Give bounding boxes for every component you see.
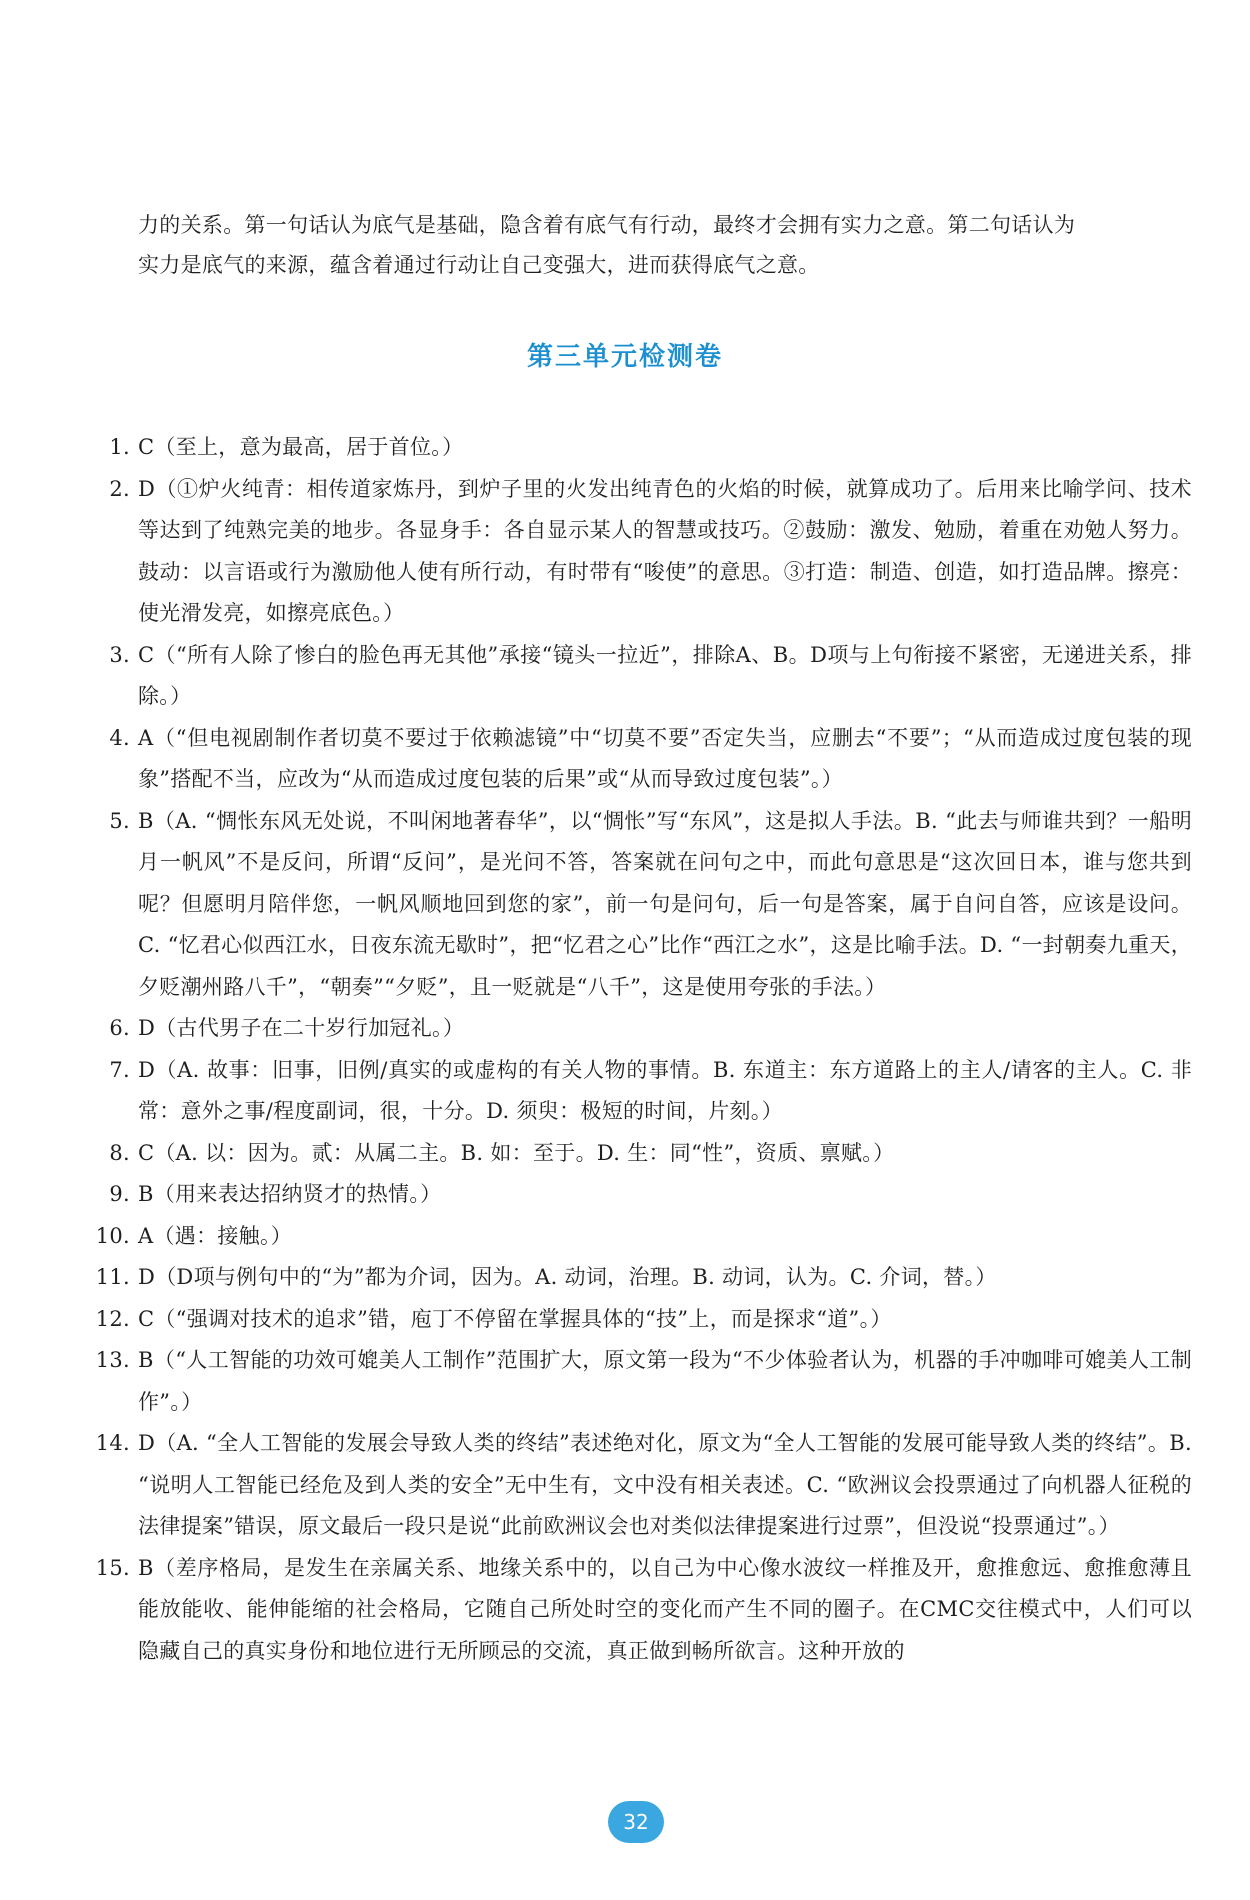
section-title: 第三单元检测卷 — [526, 342, 723, 372]
answer-number: 12. — [95, 1306, 130, 1331]
answer-item — [92, 1340, 1192, 1423]
answer-item — [92, 1257, 1192, 1299]
answer-text: C（“所有人除了惨白的脸色再无其他”承接“镜头一拉近”，排除A、B。D项与上句衔接不紧密，无递进关系，排除。） — [138, 642, 1192, 708]
intro-line: 力的关系。第一句话认为底气是基础，隐含着有底气有行动，最终才会拥有实力之意。第二句话认为 — [138, 213, 1076, 237]
answer-number: 9. — [109, 1182, 130, 1206]
answer-text: B（A. “惆怅东风无处说，不叫闲地著春华”，以“惆怅”写“东风”，这是拟人手法。B. “此去与师谁共到？一船明月一帆风”不是反问，所谓“反问”，是光问不答，答案就在问句之中，而此句意思是“这次回日本，谁与您共到呢？但愿明月陪伴您，一帆风顺地回到您的家”，前一句是问句，后一句是答案，属于自问自答，应该是设问。C. “忆君心似西江水，日夜东流无歇时”，把“忆君之心”比作“西江之水”，这是比喻手法。D. “一封朝奏九重天，夕贬潮州路八千”，“朝奏”“夕贬”，且一贬就是“八千”，这是使用夸张的手法。） — [138, 808, 1192, 999]
answer-item — [92, 1050, 1192, 1133]
answer-text: D（①炉火纯青：相传道家炼丹，到炉子里的火发出纯青色的火焰的时候，就算成功了。后用来比喻学问、技术等达到了纯熟完美的地步。各显身手：各自显示某人的智慧或技巧。②鼓励：激发、勉励，着重在劝勉人努力。鼓动：以言语或行为激励他人使有所行动，有时带有“唆使”的意思。③打造：制造、创造，如打造品牌。擦亮：使光滑发亮，如擦亮底色。） — [138, 476, 1192, 625]
answer-text: D（古代男子在二十岁行加冠礼。） — [138, 1016, 465, 1040]
answer-number: 15. — [95, 1555, 130, 1580]
answer-number: 11. — [95, 1265, 130, 1289]
answer-item — [92, 1008, 1192, 1050]
answer-text: C（A. 以：因为。贰：从属二主。B. 如：至于。D. 生：同“性”，资质、禀赋。） — [138, 1140, 895, 1165]
answer-text: B（差序格局，是发生在亲属关系、地缘关系中的，以自己为中心像水波纹一样推及开，愈推愈远、愈推愈薄且能放能收、能伸能缩的社会格局，它随自己所处时空的变化而产生不同的圈子。在CMC交往模式中，人们可以隐藏自己的真实身份和地位进行无所顾忌的交流，真正做到畅所欲言。这种开放的 — [138, 1555, 1192, 1663]
answer-text: D（A. “全人工智能的发展会导致人类的终结”表述绝对化，原文为“全人工智能的发展可能导致人类的终结”。B. “说明人工智能已经危及到人类的安全”无中生有，文中没有相关表述。C. “欧洲议会投票通过了向机器人征税的法律提案”错误，原文最后一段只是说“此前欧洲议会也对类似法律提案进行过票”，但没说“投票通过”。） — [138, 1431, 1192, 1538]
answer-item — [92, 801, 1192, 1009]
answer-number: 10. — [95, 1223, 130, 1248]
answer-item — [92, 1423, 1192, 1548]
intro-paragraph — [138, 205, 1193, 285]
page-number-badge: 32 — [608, 1801, 664, 1843]
answer-number: 1. — [109, 435, 130, 459]
answer-list — [92, 427, 1192, 1672]
answer-item — [92, 1174, 1192, 1216]
answer-item — [92, 1216, 1192, 1258]
answer-text: C（至上，意为最高，居于首位。） — [138, 435, 464, 459]
answer-number: 13. — [95, 1348, 130, 1372]
answer-number: 14. — [95, 1431, 130, 1455]
answer-item — [92, 1548, 1192, 1673]
answer-item — [92, 718, 1192, 801]
answer-text: B（“人工智能的功效可媲美人工制作”范围扩大，原文第一段为“不少体验者认为，机器的手冲咖啡可媲美人工制作”。） — [138, 1348, 1192, 1414]
answer-text: B（用来表达招纳贤才的热情。） — [138, 1182, 442, 1206]
answer-text: D（A. 故事：旧事，旧例/真实的或虚构的有关人物的事情。B. 东道主：东方道路上的主人/请客的主人。C. 非常：意外之事/程度副词，很，十分。D. 须臾：极短的时间，片刻。） — [138, 1057, 1192, 1123]
intro-line: 实力是底气的来源，蕴含着通过行动让自己变强大，进而获得底气之意。 — [138, 253, 820, 277]
answer-text: C（“强调对技术的追求”错，庖丁不停留在掌握具体的“技”上，而是探求“道”。） — [138, 1306, 892, 1331]
answer-text: D（D项与例句中的“为”都为介词，因为。A. 动词，治理。B. 动词，认为。C. 介词，替。） — [138, 1265, 997, 1289]
answer-item — [92, 427, 1192, 469]
answer-number: 2. — [109, 476, 130, 501]
answer-item — [92, 1133, 1192, 1175]
answer-text: A（遇：接触。） — [138, 1223, 293, 1248]
answer-number: 7. — [109, 1057, 130, 1082]
answer-number: 3. — [109, 642, 130, 667]
answer-number: 4. — [109, 725, 130, 750]
answer-number: 5. — [109, 808, 130, 833]
answer-number: 8. — [109, 1140, 130, 1165]
answer-number: 6. — [109, 1016, 130, 1040]
answer-item — [92, 469, 1192, 635]
answer-text: A（“但电视剧制作者切莫不要过于依赖滤镜”中“切莫不要”否定失当，应删去“不要”；“从而造成过度包装的现象”搭配不当，应改为“从而造成过度包装的后果”或“从而导致过度包装”。） — [138, 725, 1192, 791]
answer-item — [92, 1299, 1192, 1341]
answer-item — [92, 635, 1192, 718]
